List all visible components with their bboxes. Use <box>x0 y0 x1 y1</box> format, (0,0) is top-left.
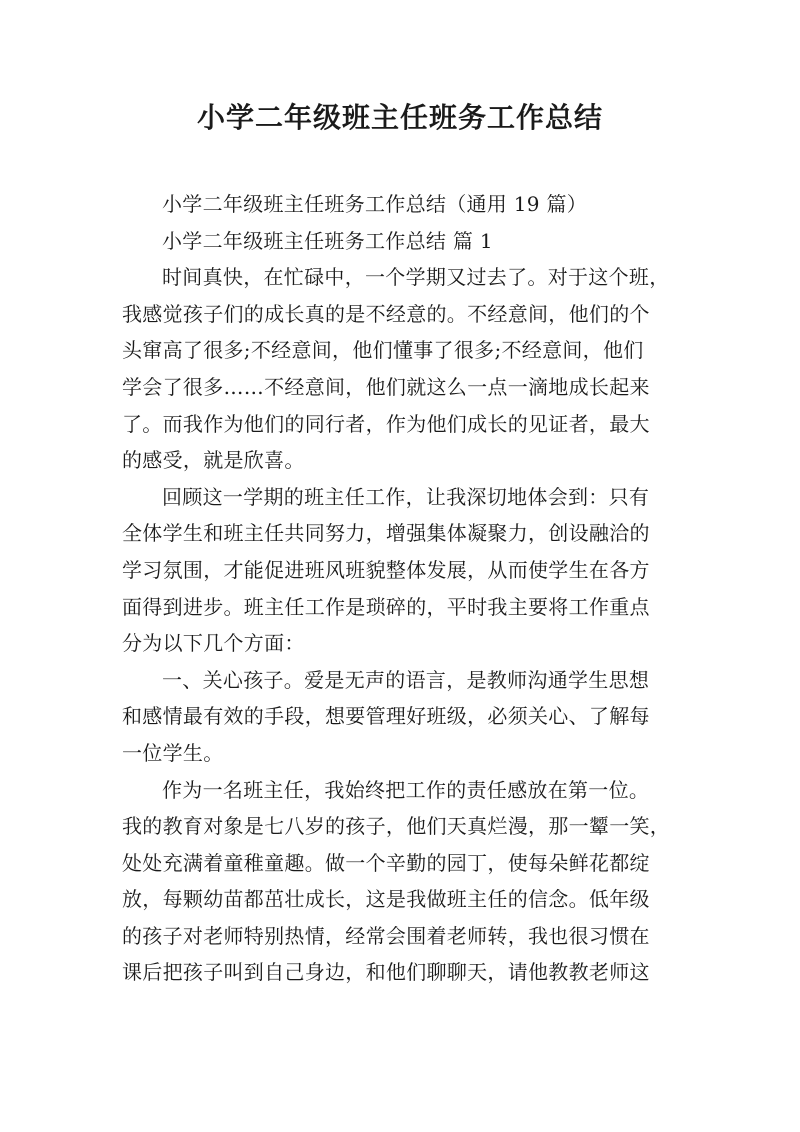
paragraph-line: 学会了很多……不经意间，他们就这么一点一滴地成长起来 <box>122 374 650 399</box>
paragraph-line: 面得到进步。班主任工作是琐碎的，平时我主要将工作重点 <box>122 594 650 619</box>
paragraph-line: 一位学生。 <box>122 740 224 765</box>
document-title: 小学二年级班主任班务工作总结 <box>196 101 603 134</box>
paragraph-line: 头窜高了很多;不经意间，他们懂事了很多;不经意间，他们 <box>122 338 644 363</box>
paragraph-line: 的孩子对老师特别热情，经常会围着老师转，我也很习惯在 <box>122 923 650 948</box>
paragraph-line: 全体学生和班主任共同努力，增强集体凝聚力，创设融洽的 <box>122 521 650 546</box>
paragraph-line: 分为以下几个方面： <box>122 631 305 656</box>
paragraph-line: 时间真快，在忙碌中，一个学期又过去了。对于这个班， <box>162 265 670 290</box>
paragraph-line: 课后把孩子叫到自己身边，和他们聊聊天，请他教教老师这 <box>122 960 650 985</box>
paragraph-line: 我的教育对象是七八岁的孩子，他们天真烂漫，那一颦一笑， <box>122 814 671 839</box>
paragraph-line: 和感情最有效的手段，想要管理好班级，必须关心、了解每 <box>122 704 650 729</box>
paragraph-line: 放，每颗幼苗都茁壮成长，这是我做班主任的信念。低年级 <box>122 887 650 912</box>
paragraph-line: 处处充满着童稚童趣。做一个辛勤的园丁，使每朵鲜花都绽 <box>122 850 650 875</box>
paragraph-line: 一、关心孩子。爱是无声的语言，是教师沟通学生思想 <box>162 667 650 692</box>
paragraph-line: 了。而我作为他们的同行者，作为他们成长的见证者，最大 <box>122 411 650 436</box>
paragraph-line: 的感受，就是欣喜。 <box>122 448 305 473</box>
subtitle-line: 小学二年级班主任班务工作总结（通用 19 篇） <box>162 192 588 216</box>
paragraph-line: 作为一名班主任，我始终把工作的责任感放在第一位。 <box>162 777 650 802</box>
paragraph-line: 学习氛围，才能促进班风班貌整体发展，从而使学生在各方 <box>122 557 650 582</box>
section-heading: 小学二年级班主任班务工作总结 篇 1 <box>162 228 493 253</box>
paragraph-line: 回顾这一学期的班主任工作，让我深切地体会到：只有 <box>162 484 650 509</box>
document-body <box>122 186 682 991</box>
paragraph-line: 我感觉孩子们的成长真的是不经意的。不经意间，他们的个 <box>122 301 650 326</box>
